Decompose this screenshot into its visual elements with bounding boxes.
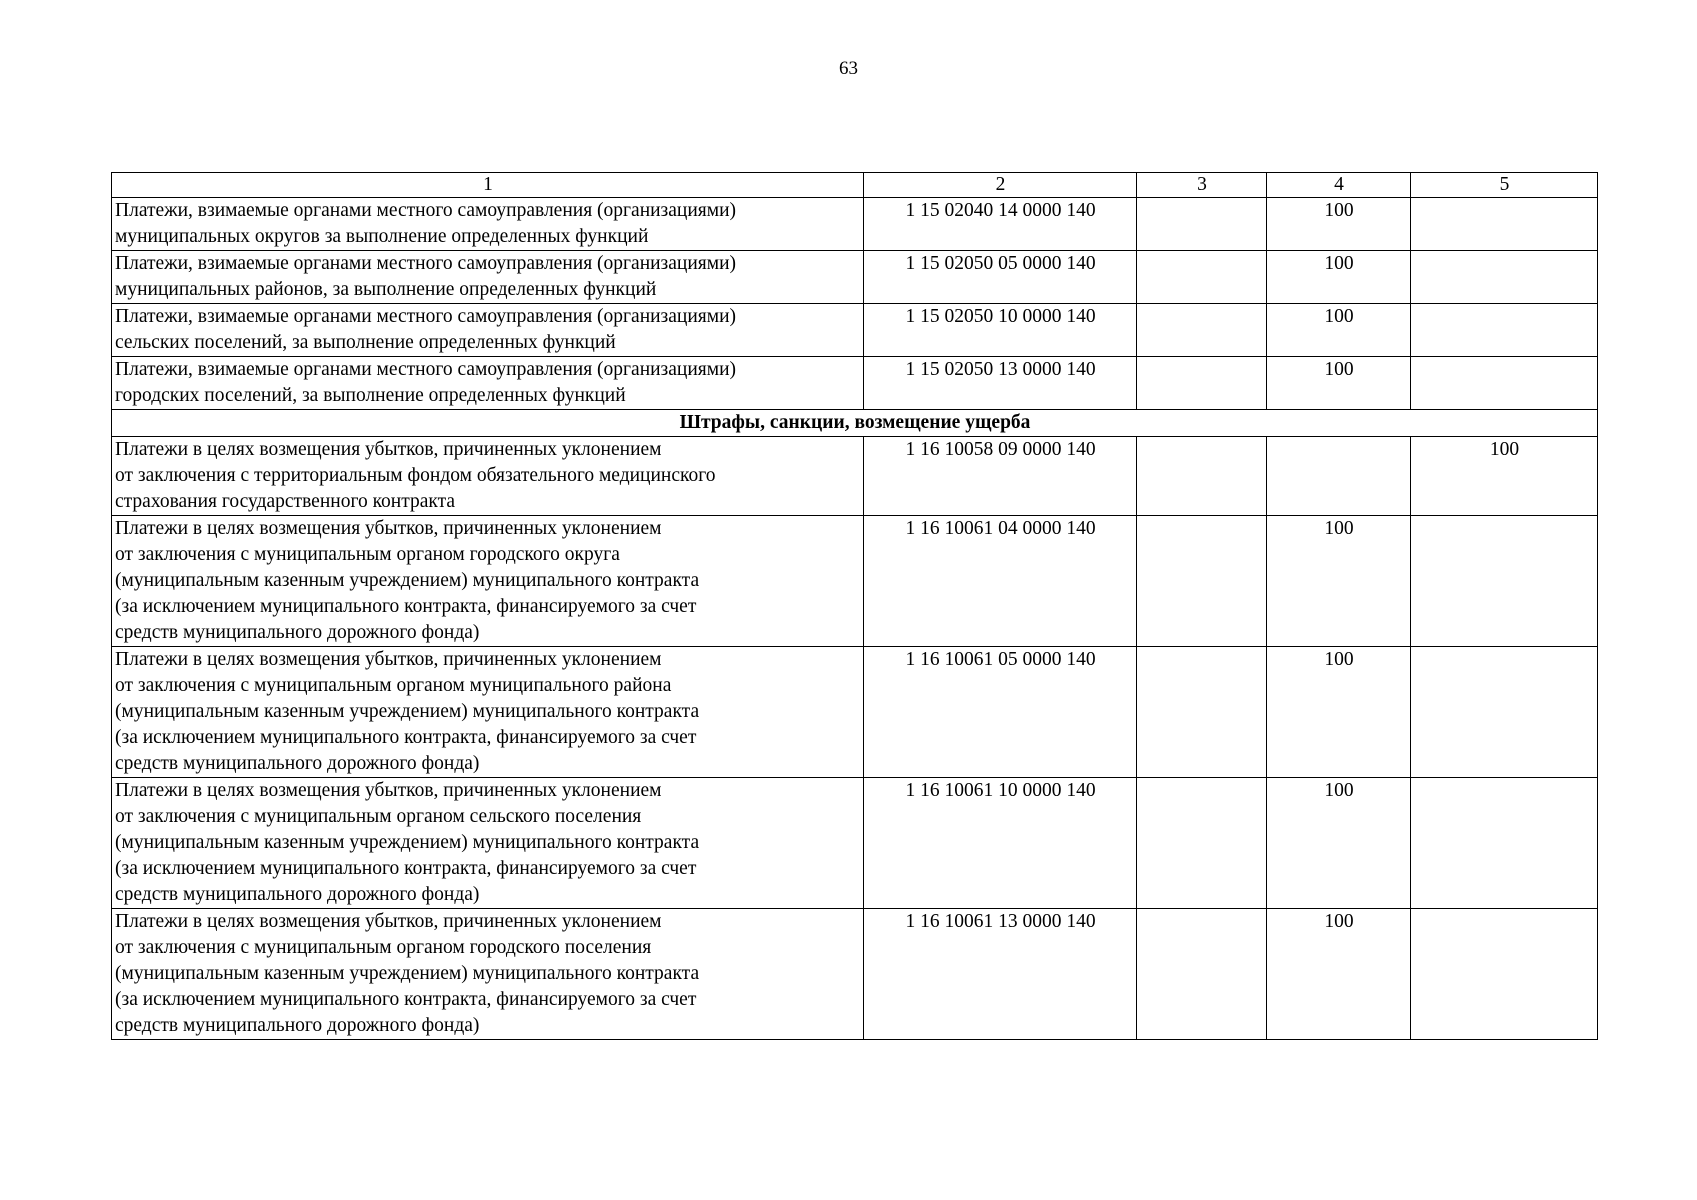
table-row (112, 437, 1598, 516)
revenue-name-line: средств муниципального дорожного фонда) (115, 753, 480, 774)
table-row (112, 357, 1598, 410)
revenue-name-line: (за исключением муниципального контракта, финансируемого за счет (115, 858, 697, 879)
column-4-cell: 100 (1267, 647, 1411, 778)
revenue-name-line: Платежи в целях возмещения убытков, причиненных уклонением (115, 439, 662, 460)
column-number-4: 4 (1267, 173, 1411, 198)
column-number-2: 2 (864, 173, 1137, 198)
column-number-3: 3 (1137, 173, 1267, 198)
column-4-cell: 100 (1267, 198, 1411, 251)
table-row (112, 198, 1598, 251)
section-heading-row (112, 410, 1598, 437)
column-5-cell (1411, 198, 1598, 251)
column-5-cell (1411, 647, 1598, 778)
column-5-cell (1411, 251, 1598, 304)
column-5-cell (1411, 357, 1598, 410)
revenue-name-line: (за исключением муниципального контракта, финансируемого за счет (115, 727, 697, 748)
revenue-name-line: Платежи в целях возмещения убытков, причиненных уклонением (115, 518, 662, 539)
revenue-name-line: Платежи в целях возмещения убытков, причиненных уклонением (115, 911, 662, 932)
revenue-name-cell (112, 516, 864, 647)
column-5-cell (1411, 909, 1598, 1040)
revenue-name-line: от заключения с муниципальным органом муниципального района (115, 675, 672, 696)
revenue-name-line: муниципальных округов за выполнение определенных функций (115, 226, 649, 247)
revenue-name-line: от заключения с муниципальным органом городского поселения (115, 937, 652, 958)
column-5-cell: 100 (1411, 437, 1598, 516)
revenue-name-cell (112, 778, 864, 909)
column-3-cell (1137, 437, 1267, 516)
budget-code-cell: 1 15 02050 10 0000 140 (864, 304, 1137, 357)
section-heading: Штрафы, санкции, возмещение ущерба (112, 410, 1598, 437)
column-4-cell: 100 (1267, 251, 1411, 304)
column-4-cell: 100 (1267, 516, 1411, 647)
column-4-cell: 100 (1267, 304, 1411, 357)
revenue-name-cell (112, 647, 864, 778)
column-3-cell (1137, 357, 1267, 410)
revenue-name-line: средств муниципального дорожного фонда) (115, 1015, 480, 1036)
table-row (112, 909, 1598, 1040)
column-5-cell (1411, 778, 1598, 909)
revenue-name-line: городских поселений, за выполнение определенных функций (115, 385, 626, 406)
column-3-cell (1137, 198, 1267, 251)
page-number: 63 (839, 58, 858, 79)
budget-code-cell: 1 16 10061 10 0000 140 (864, 778, 1137, 909)
revenue-name-line: (муниципальным казенным учреждением) муниципального контракта (115, 832, 700, 853)
revenue-name-line: Платежи в целях возмещения убытков, причиненных уклонением (115, 649, 662, 670)
revenue-name-line: средств муниципального дорожного фонда) (115, 622, 480, 643)
table-row (112, 516, 1598, 647)
column-3-cell (1137, 304, 1267, 357)
budget-code-cell: 1 15 02040 14 0000 140 (864, 198, 1137, 251)
column-4-cell (1267, 437, 1411, 516)
table-row (112, 647, 1598, 778)
revenue-table (111, 172, 1598, 1040)
revenue-name-line: от заключения с муниципальным органом сельского поселения (115, 806, 642, 827)
table-row (112, 304, 1598, 357)
column-3-cell (1137, 647, 1267, 778)
budget-code-cell: 1 16 10058 09 0000 140 (864, 437, 1137, 516)
column-4-cell: 100 (1267, 909, 1411, 1040)
revenue-name-cell (112, 251, 864, 304)
column-3-cell (1137, 778, 1267, 909)
revenue-name-line: Платежи в целях возмещения убытков, причиненных уклонением (115, 780, 662, 801)
revenue-name-line: (муниципальным казенным учреждением) муниципального контракта (115, 570, 700, 591)
column-3-cell (1137, 516, 1267, 647)
revenue-name-line: Платежи, взимаемые органами местного самоуправления (организациями) (115, 359, 737, 380)
revenue-name-line: Платежи, взимаемые органами местного самоуправления (организациями) (115, 306, 737, 327)
column-4-cell: 100 (1267, 778, 1411, 909)
revenue-name-line: сельских поселений, за выполнение определенных функций (115, 332, 616, 353)
column-4-cell: 100 (1267, 357, 1411, 410)
revenue-name-cell (112, 304, 864, 357)
budget-code-cell: 1 16 10061 05 0000 140 (864, 647, 1137, 778)
revenue-name-line: от заключения с муниципальным органом городского округа (115, 544, 620, 565)
revenue-name-cell (112, 909, 864, 1040)
revenue-name-cell (112, 437, 864, 516)
revenue-name-line: (муниципальным казенным учреждением) муниципального контракта (115, 701, 700, 722)
budget-code-cell: 1 15 02050 13 0000 140 (864, 357, 1137, 410)
table-row (112, 251, 1598, 304)
revenue-name-line: страхования государственного контракта (115, 491, 456, 512)
revenue-name-line: (за исключением муниципального контракта, финансируемого за счет (115, 989, 697, 1010)
column-number-1: 1 (112, 173, 864, 198)
column-5-cell (1411, 304, 1598, 357)
budget-code-cell: 1 16 10061 13 0000 140 (864, 909, 1137, 1040)
revenue-name-line: средств муниципального дорожного фонда) (115, 884, 480, 905)
column-5-cell (1411, 516, 1598, 647)
budget-code-cell: 1 15 02050 05 0000 140 (864, 251, 1137, 304)
budget-code-cell: 1 16 10061 04 0000 140 (864, 516, 1137, 647)
revenue-name-cell (112, 198, 864, 251)
column-number-5: 5 (1411, 173, 1598, 198)
revenue-name-line: (муниципальным казенным учреждением) муниципального контракта (115, 963, 700, 984)
revenue-name-line: муниципальных районов, за выполнение определенных функций (115, 279, 657, 300)
revenue-name-line: Платежи, взимаемые органами местного самоуправления (организациями) (115, 253, 737, 274)
revenue-name-line: от заключения с территориальным фондом обязательного медицинского (115, 465, 716, 486)
column-number-row (112, 173, 1598, 198)
table-row (112, 778, 1598, 909)
revenue-name-line: (за исключением муниципального контракта, финансируемого за счет (115, 596, 697, 617)
column-3-cell (1137, 251, 1267, 304)
revenue-name-line: Платежи, взимаемые органами местного самоуправления (организациями) (115, 200, 737, 221)
table-body (112, 173, 1598, 1040)
revenue-name-cell (112, 357, 864, 410)
column-3-cell (1137, 909, 1267, 1040)
